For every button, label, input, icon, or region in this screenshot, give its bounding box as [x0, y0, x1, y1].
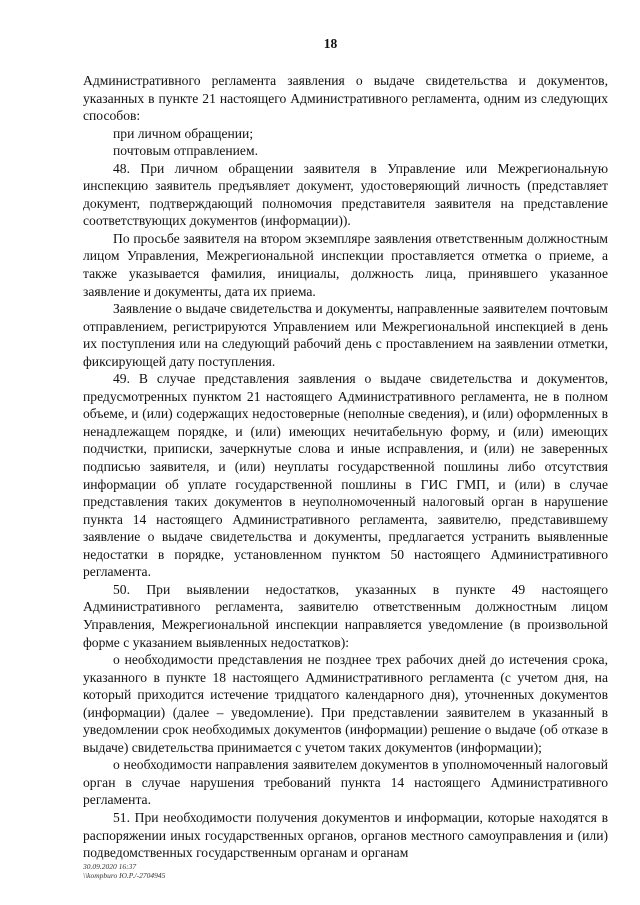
page-number: 18	[323, 36, 338, 51]
list-item-personal: при личном обращении;	[113, 125, 254, 141]
footer-path: \\kompburo Ю.Р./-2704945	[83, 871, 166, 880]
paragraph-48: 48. При личном обращении заявителя в Управление или Межрегиональную инспекцию заявитель предъявляет документ, удостоверяющий личность (представляет документ, подтверждающий полномочия представителя заявителя на представление соответствующих документов (информации)).	[83, 160, 608, 229]
paragraph-continuation: Административного регламента заявления о выдаче свидетельства и документов, указанных в пункте 21 настоящего Административного регламента, одним из следующих способов:	[83, 73, 608, 124]
paragraph-50-item-1: о необходимости представления не позднее трех рабочих дней до истечения срока, указанного в пункте 18 настоящего Административного регламента (с учетом дня, на который приходится истечение тридцатого календарного дня), уточненных документов (информации) (далее – уведомление). При представлении заявителем в указанный в уведомлении срок необходимых документов (информации) решение о выдаче (об отказе в выдаче) свидетельства принимается с учетом таких документов (информации);	[83, 652, 608, 755]
paragraph-48-postal-registration: Заявление о выдаче свидетельства и документы, направленные заявителем почтовым отправлением, регистрируются Управлением или Межрегиональной инспекцией в день их поступления или на следующий рабочий день с проставлением на заявлении отметки, фиксирующей дату поступления.	[83, 301, 608, 369]
list-item-postal: почтовым отправлением.	[113, 143, 258, 159]
paragraph-51: 51. При необходимости получения документов и информации, которые находятся в распоряжении иных государственных органов, органов местного самоуправления и (или) подведомственных государственным органам и органам	[83, 809, 608, 861]
paragraph-49: 49. В случае представления заявления о выдаче свидетельства и документов, предусмотренных пунктом 21 настоящего Административного регламента, не в полном объеме, и (или) содержащих недостоверные (неполные сведения), и (или) оформленных в ненадлежащем порядке, и (или) имеющих нечитабельную форму, и (или) имеющих подчистки, приписки, зачеркнутые слова и иные исправления, и (или) не заверенных подписью заявителя, и (или) неуплаты государственной пошлины либо отсутствия информации об уплате государственной пошлины в ГИС ГМП, и (или) в случае представления таких документов в неуполномоченный налоговый орган в нарушение пункта 14 настоящего Административного регламента, заявителю, представившему заявление о выдаче свидетельства и документы, предлагается устранить выявленные недостатки в порядке, установленном пунктом 50 настоящего Административного регламента.	[83, 371, 608, 580]
paragraph-50-item-2: о необходимости направления заявителем документов в уполномоченный налоговый орган в случае нарушения требований пункта 14 настоящего Административного регламента.	[83, 757, 608, 808]
paragraph-50: 50. При выявлении недостатков, указанных в пункте 49 настоящего Административного регламента, заявителю ответственным должностным лицом Управления, Межрегиональной инспекции направляется уведомление (в произвольной форме с указанием выявленных недостатков):	[83, 581, 608, 650]
document-body	[83, 72, 608, 862]
footer-timestamp: 30.09.2020 16:37	[83, 862, 137, 871]
paragraph-48-receipt-note: По просьбе заявителя на втором экземпляре заявления ответственным должностным лицом Управления, Межрегиональной инспекции проставляется отметка о приеме, а также указывается фамилия, инициалы, должность лица, принявшего указанное заявление и документы, дата их приема.	[83, 230, 608, 299]
print-footer	[83, 862, 165, 880]
